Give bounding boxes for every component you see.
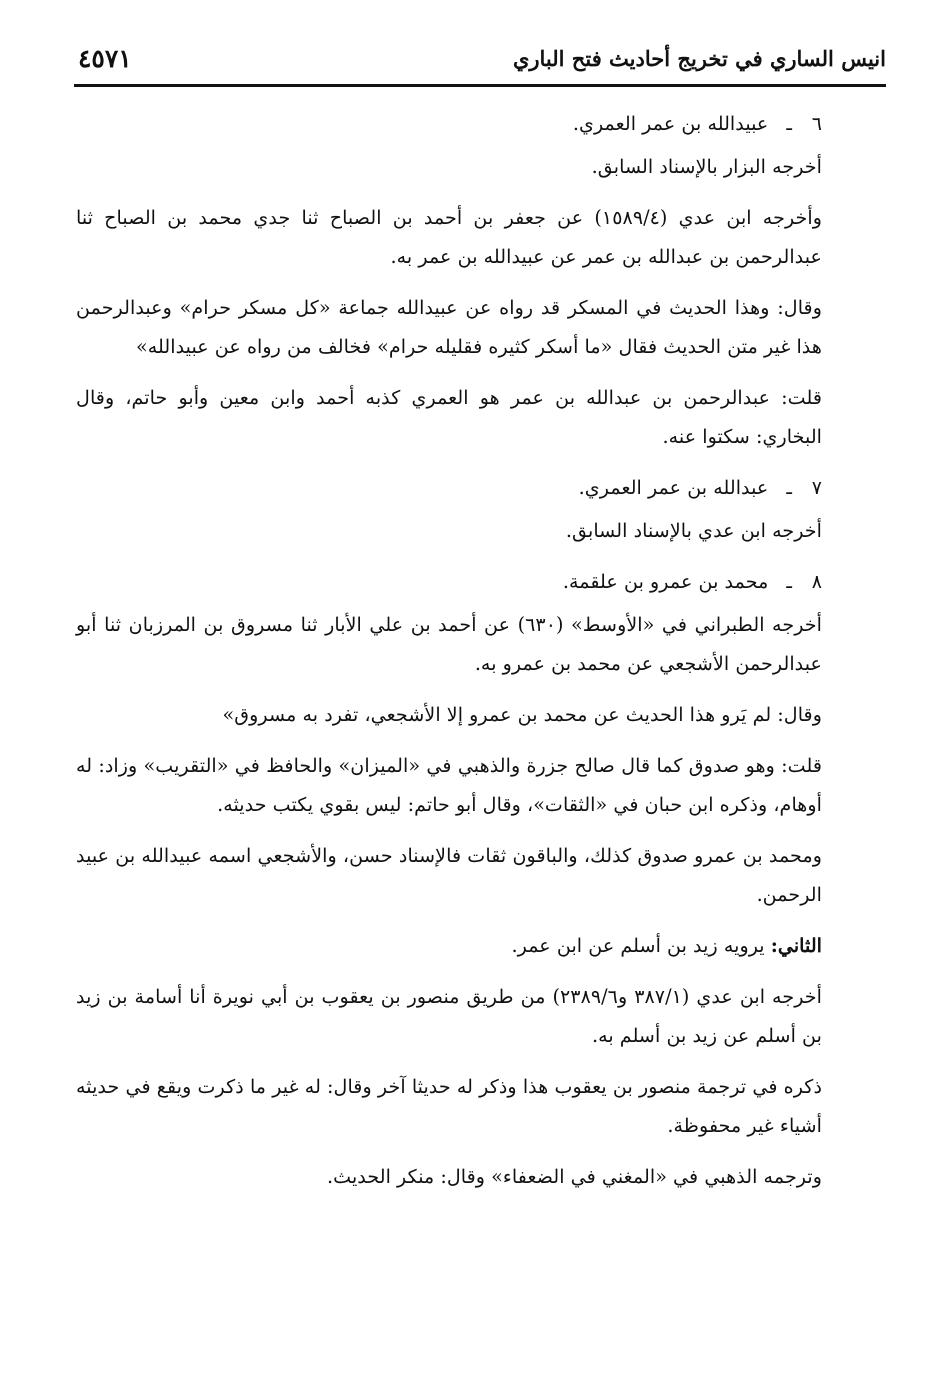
paragraph: وقال: لم يَرو هذا الحديث عن محمد بن عمرو إلا الأشجعي، تفرد به مسروق» xyxy=(222,703,822,726)
paragraph: أخرجه الطبراني في «الأوسط» (٦٣٠) عن أحمد بن علي الأبار ثنا مسروق بن المرزبان ثنا أبو عبدالرحمن الأشجعي عن محمد بن عمرو به. xyxy=(76,613,822,675)
item-dash: ـ xyxy=(786,570,792,593)
paragraph: أخرجه ابن عدي (٣٨٧/١ و٢٣٨٩/٦) من طريق منصور بن يعقوب بن أبي نويرة أنا أسامة بن زيد بن أسلم عن زيد بن أسلم به. xyxy=(76,985,822,1047)
section-label: الثاني: xyxy=(770,934,822,957)
page-number: ٤٥٧١ xyxy=(78,44,132,73)
paragraph: وقال: وهذا الحديث في المسكر قد رواه عن عبيدالله جماعة «كل مسكر حرام» وعبدالرحمن هذا غير متن الحديث فقال «ما أسكر كثيره فقليله حرام» فخالف من رواه عن عبيدالله» xyxy=(76,296,822,358)
item-number: ٨ xyxy=(811,570,822,593)
item-dash: ـ xyxy=(786,112,792,135)
paragraph: ذكره في ترجمة منصور بن يعقوب هذا وذكر له حديثا آخر وقال: له غير ما ذكرت ويقع في حديثه أشياء غير محفوظة. xyxy=(76,1075,822,1137)
book-title: انيس الساري في تخريج أحاديث فتح الباري xyxy=(512,46,886,71)
paragraph xyxy=(76,926,886,965)
paragraph: أخرجه ابن عدي بالإسناد السابق. xyxy=(565,519,822,542)
item-text: محمد بن عمرو بن علقمة. xyxy=(562,570,769,593)
list-item-7 xyxy=(76,468,886,507)
paragraph: ومحمد بن عمرو صدوق كذلك، والباقون ثقات فالإسناد حسن، والأشجعي اسمه عبيدالله بن عبيد الرحمن. xyxy=(76,844,822,906)
item-number: ٦ xyxy=(811,112,822,135)
section-text: يرويه زيد بن أسلم عن ابن عمر. xyxy=(511,934,765,957)
item-dash: ـ xyxy=(786,476,792,499)
paragraph: وترجمه الذهبي في «المغني في الضعفاء» وقال: منكر الحديث. xyxy=(327,1165,822,1188)
list-item-6 xyxy=(76,104,886,143)
list-item-8 xyxy=(76,562,886,601)
item-text: عبيدالله بن عمر العمري. xyxy=(572,112,769,135)
page-header xyxy=(74,40,886,86)
item-text: عبدالله بن عمر العمري. xyxy=(578,476,769,499)
paragraph: قلت: وهو صدوق كما قال صالح جزرة والذهبي في «الميزان» والحافظ في «التقريب» وزاد: له أوهام، وذكره ابن حبان في «الثقات»، وقال أبو حاتم: ليس بقوي يكتب حديثه. xyxy=(76,754,822,816)
paragraph: وأخرجه ابن عدي (١٥٨٩/٤) عن جعفر بن أحمد بن الصباح ثنا جدي محمد بن الصباح ثنا عبدالرحمن بن عبدالله بن عمر عن عبيدالله بن عمر به. xyxy=(76,206,823,268)
paragraph: قلت: عبدالرحمن بن عبدالله بن عمر هو العمري كذبه أحمد وابن معين وأبو حاتم، وقال البخاري: سكتوا عنه. xyxy=(76,386,822,448)
item-number: ٧ xyxy=(811,476,822,499)
paragraph: أخرجه البزار بالإسناد السابق. xyxy=(591,155,822,178)
header-divider xyxy=(74,84,886,87)
page-body xyxy=(76,104,886,1208)
